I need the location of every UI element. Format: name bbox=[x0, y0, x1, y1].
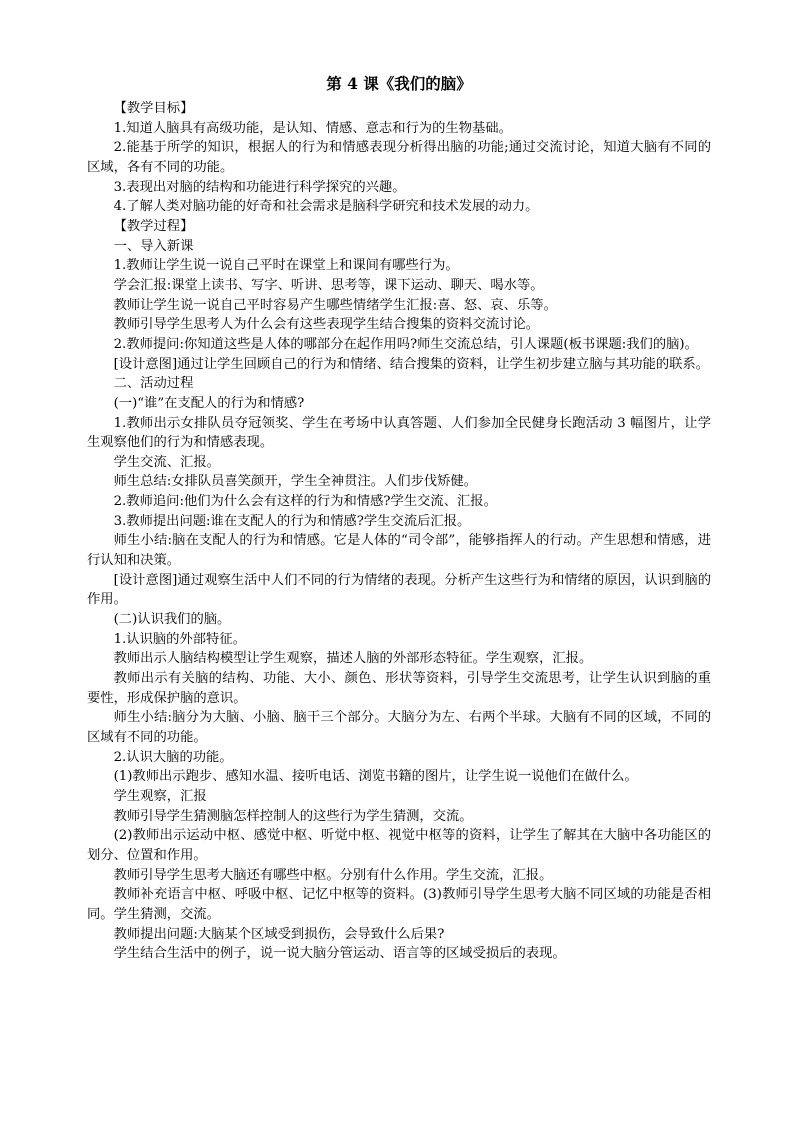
paragraph: 3.表现出对脑的结构和功能进行科学探究的兴趣。 bbox=[113, 179, 406, 195]
design-intent-note: [设计意图]通过观察生活中人们不同的行为情绪的表现。分析产生这些行为和情绪的原因，认识到脑的作用。 bbox=[87, 572, 711, 608]
paragraph: 1.教师让学生说一说自己平时在课堂上和课间有哪些行为。 bbox=[113, 258, 459, 274]
paragraph: 1.教师出示女排队员夺冠领奖、学生在考场中认真答题、人们参加全民健身长跑活动 3 幅图片，让学生观察他们的行为和情感表现。 bbox=[87, 415, 711, 451]
paragraph: 教师让学生说一说自己平时容易产生哪些情绪学生汇报:喜、怒、哀、乐等。 bbox=[113, 297, 557, 313]
paragraph: 教师提出问题:大脑某个区域受到损伤，会导致什么后果? bbox=[113, 926, 445, 942]
paragraph: 教师引导学生思考大脑还有哪些中枢。分别有什么作用。学生交流，汇报。 bbox=[113, 867, 553, 883]
paragraph: 2.教师追问:他们为什么会有这样的行为和情感?学生交流、汇报。 bbox=[113, 494, 497, 510]
document-body bbox=[87, 99, 711, 964]
paragraph: 2.认识大脑的功能。 bbox=[113, 749, 233, 765]
paragraph: 学生观察，汇报 bbox=[113, 788, 207, 804]
design-intent-note: [设计意图]通过让学生回顾自己的行为和情绪、结合搜集的资料，让学生初步建立脑与其功能的联系。 bbox=[113, 356, 710, 372]
paragraph: 2.教师提问:你知道这些是人体的哪部分在起作用吗?师生交流总结，引人课题(板书课题:我们的脑)。 bbox=[113, 336, 698, 352]
paragraph: 学生交流、汇报。 bbox=[113, 454, 220, 470]
section-heading-objectives: 【教学目标】 bbox=[113, 101, 194, 116]
paragraph: (1)教师出示跑步、感知水温、接听电话、浏览书籍的图片，让学生说一说他们在做什么。 bbox=[113, 769, 638, 785]
paragraph: 教师补充语言中枢、呼吸中枢、记忆中枢等的资料。(3)教师引导学生思考大脑不同区域的功能是否相同。学生猜测，交流。 bbox=[87, 887, 711, 922]
paragraph: 4.了解人类对脑功能的好奇和社会需求是脑科学研究和技术发展的动力。 bbox=[113, 199, 539, 215]
page-title: 第 4 课《我们的脑》 bbox=[326, 74, 472, 93]
paragraph: (2)教师出示运动中枢、感觉中枢、听觉中枢、视觉中枢等的资料，让学生了解其在大脑中各功能区的划分、位置和作用。 bbox=[87, 828, 711, 863]
subsection-heading: (二)认识我们的脑。 bbox=[113, 612, 231, 628]
paragraph: 3.教师提出问题:谁在支配人的行为和情感?学生交流后汇报。 bbox=[113, 513, 471, 529]
subsection-heading: 二、活动过程 bbox=[113, 376, 194, 392]
paragraph: 学生结合生活中的例子，说一说大脑分管运动、语言等的区域受损后的表现。 bbox=[113, 946, 566, 962]
paragraph: 教师出示有关脑的结构、功能、大小、颜色、形状等资料，引导学生交流思考，让学生认识到脑的重要性，形成保护脑的意识。 bbox=[87, 671, 711, 706]
paragraph: 1.认识脑的外部特征。 bbox=[113, 631, 246, 647]
paragraph: 师生小结:脑分为大脑、小脑、脑干三个部分。大脑分为左、右两个半球。大脑有不同的区域，不同的区域有不同的功能。 bbox=[87, 710, 711, 745]
paragraph: 教师引导学生猜测脑怎样控制人的这些行为学生猜测，交流。 bbox=[113, 808, 473, 824]
paragraph: 学会汇报:课堂上读书、写字、听讲、思考等，课下运动、聊天、喝水等。 bbox=[113, 277, 544, 293]
paragraph: 教师引导学生思考人为什么会有这些表现学生结合搜集的资料交流讨论。 bbox=[113, 317, 540, 333]
section-heading-process: 【教学过程】 bbox=[113, 218, 194, 234]
paragraph: 师生总结:女排队员喜笑颜开，学生全神贯注。人们步伐矫健。 bbox=[113, 474, 478, 490]
paragraph: 1.知道人脑具有高级功能，是认知、情感、意志和行为的生物基础。 bbox=[113, 120, 512, 136]
subsection-heading: (一)“谁”在支配人的行为和情感? bbox=[113, 395, 305, 411]
paragraph: 2.能基于所学的知识，根据人的行为和情感表现分析得出脑的功能;通过交流讨论，知道大脑有不同的区域，各有不同的功能。 bbox=[87, 140, 711, 175]
subsection-heading: 一、导入新课 bbox=[113, 238, 194, 254]
paragraph: 教师出示人脑结构模型让学生观察，描述人脑的外部形态特征。学生观察，汇报。 bbox=[113, 651, 593, 667]
paragraph: 师生小结:脑在支配人的行为和情感。它是人体的“司令部”，能够指挥人的行动。产生思想和情感，进行认知和决策。 bbox=[87, 533, 711, 569]
